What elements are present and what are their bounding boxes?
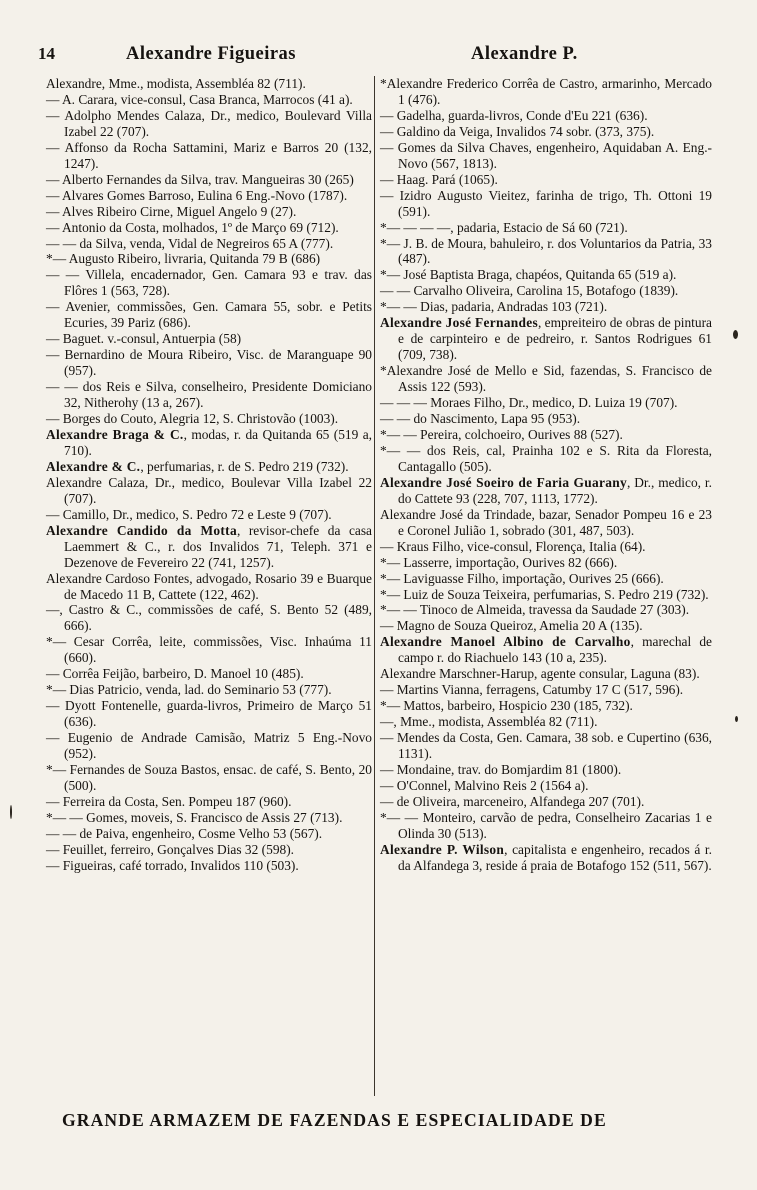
- entry-text: — — — Moraes Filho, Dr., medico, D. Luiza 19 (707).: [380, 395, 678, 411]
- directory-entry: [380, 634, 712, 666]
- footer-banner: GRANDE ARMAZEM DE FAZENDAS E ESPECIALIDADE DE: [62, 1110, 607, 1130]
- entry-name: Alexandre José Soeiro de Faria Guarany: [380, 474, 627, 490]
- entry-name: Alexandre Braga & C.: [46, 426, 184, 442]
- directory-entry: [380, 283, 712, 299]
- entry-text: — de Oliveira, marceneiro, Alfandega 207 (701).: [380, 793, 645, 809]
- entry-text: *Alexandre José de Mello e Sid, fazendas, S. Francisco de Assis 122 (593).: [380, 363, 712, 395]
- entry-text: , marechal de campo r. do Riachuelo 143 (10 a, 235).: [398, 634, 713, 666]
- entry-text: Alexandre, Mme., modista, Assembléa 82 (711).: [46, 76, 306, 91]
- entry-text: — — dos Reis e Silva, conselheiro, Presidente Domiciano 32, Nitherohy (13 a, 267).: [46, 379, 372, 411]
- directory-entry: [46, 108, 372, 140]
- entry-text: , capitalista e engenheiro, recados á r. da Alfandega 3, reside á praia de Botafogo 152 (511, 567).: [398, 841, 712, 873]
- directory-entry: [380, 539, 712, 555]
- directory-entry: [380, 140, 712, 172]
- directory-entry: [380, 236, 712, 268]
- entry-text: — O'Connel, Malvino Reis 2 (1564 a).: [380, 777, 589, 793]
- directory-entry: [380, 555, 712, 571]
- entry-text: , perfumarias, r. de S. Pedro 219 (732).: [140, 458, 349, 474]
- entry-text: *— — Tinoco de Almeida, travessa da Saudade 27 (303).: [380, 602, 690, 618]
- directory-entry: [380, 108, 712, 124]
- entry-text: *— — dos Reis, cal, Prainha 102 e S. Rita da Floresta, Cantagallo (505).: [380, 442, 712, 474]
- entry-name: Alexandre Candido da Motta: [46, 522, 237, 538]
- directory-entry: [46, 251, 372, 267]
- entry-text: — Gadelha, guarda-livros, Conde d'Eu 221 (636).: [380, 107, 648, 123]
- entry-text: — Alvares Gomes Barroso, Eulina 6 Eng.-Novo (1787).: [46, 187, 348, 203]
- directory-entry: [380, 842, 712, 874]
- entry-text: — Camillo, Dr., medico, S. Pedro 72 e Leste 9 (707).: [46, 506, 332, 522]
- directory-entry: [380, 682, 712, 698]
- directory-entry: [46, 459, 372, 475]
- directory-entry: [46, 140, 372, 172]
- print-speck: [10, 805, 12, 819]
- entry-text: — Alberto Fernandes da Silva, trav. Mangueiras 30 (265): [46, 171, 354, 187]
- entry-text: *— Fernandes de Souza Bastos, ensac. de café, S. Bento, 20 (500).: [46, 761, 372, 793]
- entry-name: Alexandre & C.: [46, 458, 141, 474]
- directory-entry: [380, 363, 712, 395]
- directory-entry: [46, 76, 372, 92]
- directory-entry: [380, 810, 712, 842]
- entry-text: *— — Gomes, moveis, S. Francisco de Assis 27 (713).: [46, 809, 343, 825]
- directory-entry: [46, 682, 372, 698]
- entry-text: — Izidro Augusto Vieitez, farinha de trigo, Th. Ottoni 19 (591).: [380, 187, 712, 219]
- directory-entry: [380, 762, 712, 778]
- directory-entry: [46, 92, 372, 108]
- entry-text: *— — — —, padaria, Estacio de Sá 60 (721).: [380, 219, 628, 235]
- directory-entry: [380, 602, 712, 618]
- entry-text: *— Lasserre, importação, Ourives 82 (666).: [380, 554, 618, 570]
- entry-text: *— Luiz de Souza Teixeira, perfumarias, S. Pedro 219 (732).: [380, 586, 709, 602]
- directory-entry: [380, 778, 712, 794]
- directory-entry: [380, 507, 712, 539]
- directory-entry: [380, 411, 712, 427]
- directory-entry: [380, 618, 712, 634]
- directory-entry: [46, 427, 372, 459]
- directory-entry: [46, 411, 372, 427]
- entry-text: — Figueiras, café torrado, Invalidos 110 (503).: [46, 857, 299, 873]
- directory-entry: [380, 714, 712, 730]
- entry-text: — Galdino da Veiga, Invalidos 74 sobr. (373, 375).: [380, 123, 655, 139]
- print-speck: [733, 330, 738, 339]
- directory-entry: [46, 523, 372, 571]
- entry-name: Alexandre Manoel Albino de Carvalho: [380, 634, 631, 650]
- directory-entry: [380, 267, 712, 283]
- directory-entry: [46, 475, 372, 507]
- directory-entry: [380, 730, 712, 762]
- directory-entry: [46, 236, 372, 252]
- entry-text: Alexandre Marschner-Harup, agente consular, Laguna (83).: [380, 666, 700, 682]
- entry-text: , modas, r. da Quitanda 65 (519 a, 710).: [64, 426, 372, 458]
- directory-entry: [46, 810, 372, 826]
- page-number: 14: [38, 44, 55, 63]
- entry-text: — Antonio da Costa, molhados, 1º de Março 69 (712).: [46, 219, 339, 235]
- entry-text: *— Augusto Ribeiro, livraria, Quitanda 79 B (686): [46, 251, 321, 267]
- directory-entry: [46, 794, 372, 810]
- entry-name: Alexandre José Fernandes: [380, 315, 538, 331]
- directory-entry: [380, 427, 712, 443]
- directory-entry: [46, 762, 372, 794]
- directory-entry: [46, 267, 372, 299]
- directory-entry: [380, 220, 712, 236]
- directory-entry: [380, 666, 712, 682]
- left-column: [46, 76, 372, 874]
- entry-text: — — Carvalho Oliveira, Carolina 15, Botafogo (1839).: [380, 283, 679, 299]
- entry-text: *Alexandre Frederico Corrêa de Castro, armarinho, Mercado 1 (476).: [380, 76, 712, 107]
- entry-text: — Haag. Pará (1065).: [380, 171, 498, 187]
- directory-entry: [46, 379, 372, 411]
- running-header: [38, 44, 718, 70]
- entry-text: — Corrêa Feijão, barbeiro, D. Manoel 10 (485).: [46, 666, 304, 682]
- entry-text: Alexandre Calaza, Dr., medico, Boulevar Villa Izabel 22 (707).: [46, 474, 372, 506]
- entry-text: — Kraus Filho, vice-consul, Florença, Italia (64).: [380, 538, 646, 554]
- directory-entry: [46, 858, 372, 874]
- directory-entry: [380, 587, 712, 603]
- entry-text: *— — Pereira, colchoeiro, Ourives 88 (527).: [380, 426, 623, 442]
- entry-text: — Alves Ribeiro Cirne, Miguel Angelo 9 (27).: [46, 203, 297, 219]
- entry-text: *— — Monteiro, carvão de pedra, Conselheiro Zacarias 1 e Olinda 30 (513).: [380, 809, 712, 841]
- directory-entry: [46, 634, 372, 666]
- entry-text: *— Laviguasse Filho, importação, Ourives 25 (666).: [380, 570, 664, 586]
- entry-text: — Ferreira da Costa, Sen. Pompeu 187 (960).: [46, 793, 292, 809]
- left-running-title: Alexandre Figueiras: [126, 44, 296, 64]
- entry-text: *— Dias Patricio, venda, lad. do Seminario 53 (777).: [46, 682, 332, 698]
- entry-text: — Eugenio de Andrade Camisão, Matriz 5 Eng.-Novo (952).: [46, 730, 372, 762]
- entry-text: — A. Carara, vice-consul, Casa Branca, Marrocos (41 a).: [46, 91, 353, 107]
- entry-text: — Martins Vianna, ferragens, Catumby 17 C (517, 596).: [380, 682, 684, 698]
- entry-text: — Bernardino de Moura Ribeiro, Visc. de Maranguape 90 (957).: [46, 347, 372, 379]
- entry-text: , revisor-chefe da casa Laemmert & C., r. dos Invalidos 71, Teleph. 371 e Dezenove de Fevereiro 22 (741, 1257).: [64, 522, 372, 570]
- directory-entry: [46, 698, 372, 730]
- entry-text: — Feuillet, ferreiro, Gonçalves Dias 32 (598).: [46, 841, 295, 857]
- directory-entry: [46, 826, 372, 842]
- directory-entry: [46, 507, 372, 523]
- directory-entry: [46, 666, 372, 682]
- directory-entry: [380, 315, 712, 363]
- entry-text: —, Castro & C., commissões de café, S. Bento 52 (489, 666).: [46, 602, 372, 634]
- entry-text: — Magno de Souza Queiroz, Amelia 20 A (135).: [380, 618, 643, 634]
- entry-text: — — Villela, encadernador, Gen. Camara 93 e trav. das Flôres 1 (563, 728).: [46, 267, 372, 299]
- directory-entry: [380, 698, 712, 714]
- directory-entry: [46, 571, 372, 603]
- right-column: [380, 76, 712, 874]
- directory-entry: [46, 602, 372, 634]
- entry-text: *— José Baptista Braga, chapéos, Quitanda 65 (519 a).: [380, 267, 677, 283]
- entry-name: Alexandre P. Wilson: [380, 841, 505, 857]
- directory-entry: [46, 299, 372, 331]
- entry-text: — Avenier, commissões, Gen. Camara 55, sobr. e Petits Ecuries, 39 Pariz (686).: [46, 299, 372, 331]
- directory-entry: [46, 842, 372, 858]
- directory-entry: [46, 188, 372, 204]
- entry-text: — — da Silva, venda, Vidal de Negreiros 65 A (777).: [46, 235, 334, 251]
- entry-text: — Baguet. v.-consul, Antuerpia (58): [46, 331, 242, 347]
- entry-text: — Affonso da Rocha Sattamini, Mariz e Barros 20 (132, 1247).: [46, 139, 372, 171]
- directory-entry: [380, 188, 712, 220]
- directory-entry: [380, 299, 712, 315]
- right-running-title: Alexandre P.: [471, 44, 578, 64]
- directory-entry: [46, 730, 372, 762]
- entry-text: *— Mattos, barbeiro, Hospicio 230 (185, 732).: [380, 698, 633, 714]
- directory-entry: [46, 220, 372, 236]
- entry-text: — Adolpho Mendes Calaza, Dr., medico, Boulevard Villa Izabel 22 (707).: [46, 107, 372, 139]
- entry-text: Alexandre José da Trindade, bazar, Senador Pompeu 16 e 23 e Coronel Julião 1, sobrado (301, 487, 503).: [380, 506, 712, 538]
- entry-text: — Borges do Couto, Alegria 12, S. Christovão (1003).: [46, 411, 339, 427]
- entry-text: — Mendes da Costa, Gen. Camara, 38 sob. e Cupertino (636, 1131).: [380, 730, 712, 762]
- entry-text: , empreiteiro de obras de pintura e de carpinteiro e de pedreiro, r. Santos Rodrigues 61 (709, 738).: [398, 315, 712, 363]
- print-speck: [735, 716, 738, 722]
- entry-text: Alexandre Cardoso Fontes, advogado, Rosario 39 e Buarque de Macedo 11 B, Cattete (122, 462).: [46, 570, 372, 602]
- entry-text: *— — Dias, padaria, Andradas 103 (721).: [380, 299, 608, 315]
- directory-entry: [380, 124, 712, 140]
- entry-text: *— Cesar Corrêa, leite, commissões, Visc. Inhaúma 11 (660).: [46, 634, 372, 666]
- directory-entry: [380, 443, 712, 475]
- directory-entry: [46, 347, 372, 379]
- directory-entry: [380, 172, 712, 188]
- entry-text: — Mondaine, trav. do Bomjardim 81 (1800).: [380, 761, 622, 777]
- entry-text: — Gomes da Silva Chaves, engenheiro, Aquidaban A. Eng.-Novo (567, 1813).: [380, 139, 712, 171]
- directory-entry: [380, 475, 712, 507]
- column-divider: [374, 76, 375, 1096]
- directory-entry: [46, 331, 372, 347]
- directory-entry: [46, 172, 372, 188]
- entry-text: — — do Nascimento, Lapa 95 (953).: [380, 411, 581, 427]
- directory-entry: [380, 76, 712, 108]
- entry-text: , Dr., medico, r. do Cattete 93 (228, 707, 1113, 1772).: [398, 474, 712, 506]
- entry-text: — Dyott Fontenelle, guarda-livros, Primeiro de Março 51 (636).: [46, 698, 372, 730]
- entry-text: — — de Paiva, engenheiro, Cosme Velho 53 (567).: [46, 825, 323, 841]
- directory-entry: [380, 794, 712, 810]
- directory-entry: [380, 571, 712, 587]
- entry-text: —, Mme., modista, Assembléa 82 (711).: [380, 714, 598, 730]
- directory-entry: [380, 395, 712, 411]
- entry-text: *— J. B. de Moura, bahuleiro, r. dos Voluntarios da Patria, 33 (487).: [380, 235, 712, 267]
- directory-entry: [46, 204, 372, 220]
